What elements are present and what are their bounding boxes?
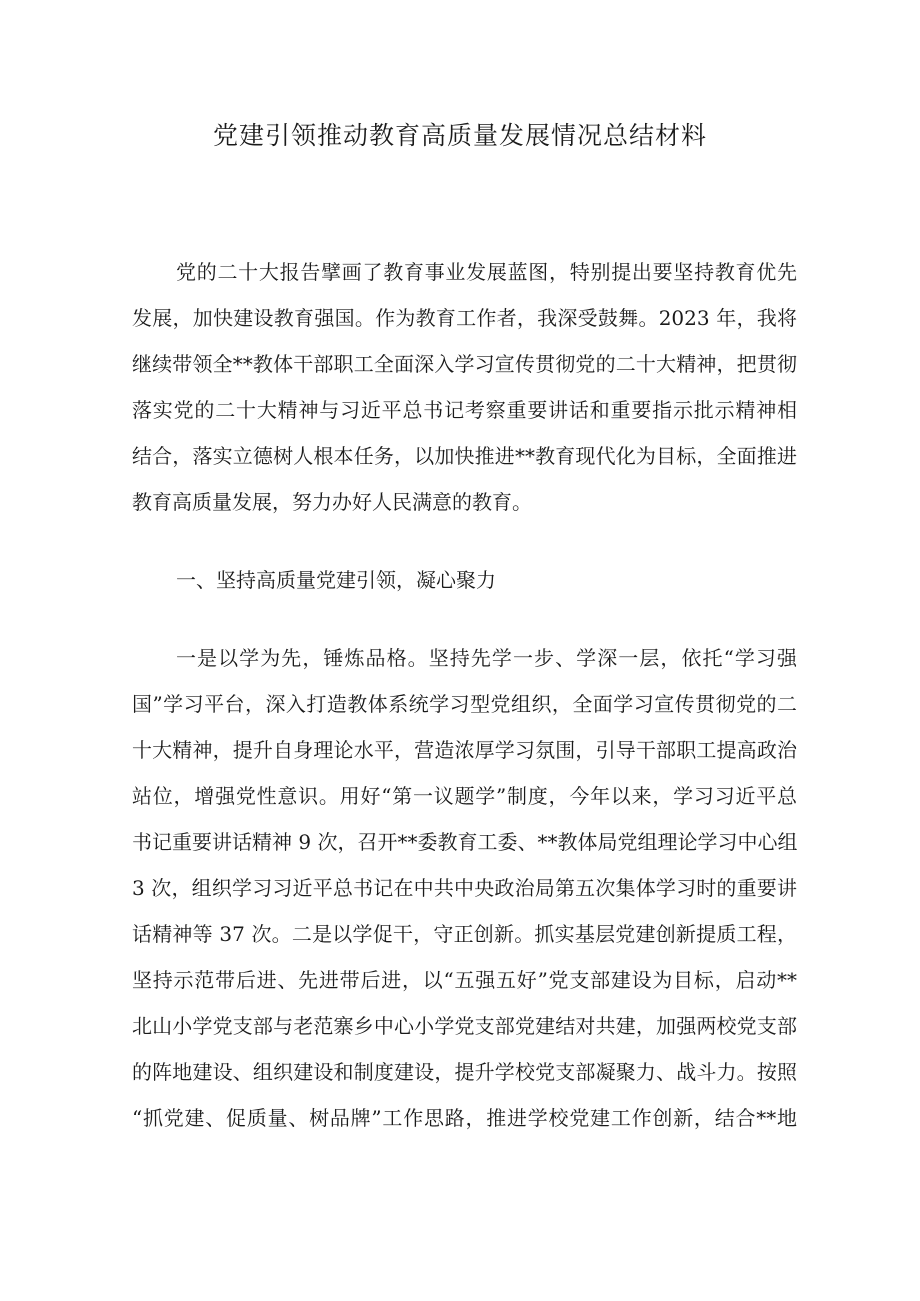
paragraph-line: 继续带领全**教体干部职工全面深入学习宣传贯彻党的二十大精神，把贯彻 (132, 352, 797, 376)
paragraph-line: 发展，加快建设教育强国。作为教育工作者，我深受鼓舞。2023 年，我将 (132, 306, 797, 330)
paragraph-line: “抓党建、促质量、树品牌”工作思路，推进学校党建工作创新，结合**地 (132, 1106, 797, 1130)
paragraph-line: 的阵地建设、组织建设和制度建设，提升学校党支部凝聚力、战斗力。按照 (132, 1060, 797, 1084)
paragraph-line: 3 次，组织学习习近平总书记在中共中央政治局第五次集体学习时的重要讲 (132, 876, 797, 900)
paragraph-line: 国”学习平台，深入打造教体系统学习型党组织，全面学习宣传贯彻党的二 (132, 692, 797, 716)
paragraph-line: 站位，增强党性意识。用好“第一议题学”制度，今年以来，学习习近平总 (132, 784, 797, 808)
paragraph-line: 一是以学为先，锤炼品格。坚持先学一步、学深一层，依托“学习强 (176, 646, 797, 670)
document-title: 党建引领推动教育高质量发展情况总结材料 (212, 121, 707, 150)
paragraph-line: 坚持示范带后进、先进带后进，以“五强五好”党支部建设为目标，启动** (132, 968, 797, 992)
paragraph-line: 北山小学党支部与老范寨乡中心小学党支部党建结对共建，加强两校党支部 (132, 1014, 797, 1038)
section-heading: 一、坚持高质量党建引领，凝心聚力 (176, 568, 496, 592)
paragraph-line: 落实党的二十大精神与习近平总书记考察重要讲话和重要指示批示精神相 (132, 398, 797, 422)
paragraph-line: 教育高质量发展，努力办好人民满意的教育。 (132, 490, 532, 514)
paragraph-line: 书记重要讲话精神 9 次，召开**委教育工委、**教体局党组理论学习中心组 (132, 830, 797, 854)
paragraph-line: 话精神等 37 次。二是以学促干，守正创新。抓实基层党建创新提质工程， (132, 922, 797, 946)
paragraph-line: 党的二十大报告擘画了教育事业发展蓝图，特别提出要坚持教育优先 (176, 260, 797, 284)
paragraph-line: 结合，落实立德树人根本任务，以加快推进**教育现代化为目标，全面推进 (132, 444, 797, 468)
paragraph-line: 十大精神，提升自身理论水平，营造浓厚学习氛围，引导干部职工提高政治 (132, 738, 797, 762)
